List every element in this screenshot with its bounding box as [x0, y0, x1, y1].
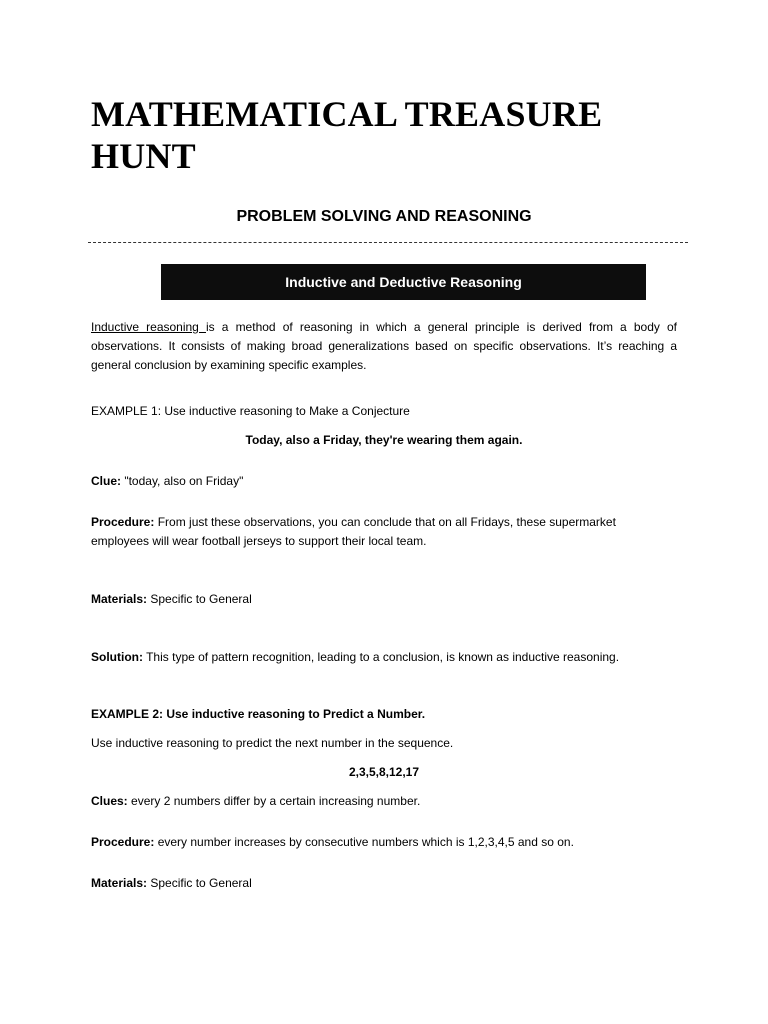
example1-clue	[91, 472, 677, 491]
example1-solution	[91, 648, 677, 667]
procedure-text: From just these observations, you can conclude that on all Fridays, these supermarket employees will wear football jerseys to support their local team.	[91, 515, 616, 548]
procedure2-text: every number increases by consecutive numbers which is 1,2,3,4,5 and so on.	[154, 835, 574, 849]
solution-text: This type of pattern recognition, leading to a conclusion, is known as inductive reasoning.	[142, 650, 620, 664]
materials2-text: Specific to General	[147, 876, 252, 890]
materials-label: Materials:	[91, 592, 148, 606]
intro-text: is a method of reasoning in which a general principle is derived from a body of observations. It consists of making broad generalizations based on specific observations. It’s reaching a general conclusion by examining specific examples.	[91, 320, 678, 372]
clue-label: Clue:	[91, 474, 121, 488]
example1-materials	[91, 590, 677, 609]
example1-statement-row	[0, 431, 768, 450]
clue-text: "today, also on Friday"	[121, 474, 244, 488]
clues-text: every 2 numbers differ by a certain increasing number.	[127, 794, 421, 808]
example1-heading: EXAMPLE 1: Use inductive reasoning to Make a Conjecture	[91, 404, 410, 418]
solution-label: Solution:	[91, 650, 143, 664]
example2-materials	[91, 874, 677, 893]
intro-paragraph	[91, 318, 677, 375]
procedure-label: Procedure:	[91, 515, 155, 529]
section-banner: Inductive and Deductive Reasoning	[161, 264, 646, 300]
intro-term: Inductive reasoning	[91, 320, 206, 334]
example2-instruction: Use inductive reasoning to predict the next number in the sequence.	[91, 736, 454, 750]
example1-statement: Today, also a Friday, they're wearing them again.	[245, 433, 523, 447]
page-subtitle: PROBLEM SOLVING AND REASONING	[236, 208, 532, 225]
example2-sequence-row	[0, 763, 768, 782]
example2-sequence: 2,3,5,8,12,17	[348, 765, 420, 779]
dashed-divider	[88, 242, 688, 243]
example1-procedure	[91, 513, 677, 551]
example2-heading-text: EXAMPLE 2: Use inductive reasoning to Predict a Number.	[91, 707, 426, 721]
materials2-label: Materials:	[91, 876, 148, 890]
example2-clues	[91, 792, 677, 811]
example2-heading	[91, 705, 677, 724]
materials-text: Specific to General	[147, 592, 252, 606]
procedure2-label: Procedure:	[91, 835, 155, 849]
clues-label: Clues:	[91, 794, 128, 808]
page-title: MATHEMATICAL TREASURE HUNT	[91, 94, 603, 176]
example2-procedure	[91, 833, 677, 852]
